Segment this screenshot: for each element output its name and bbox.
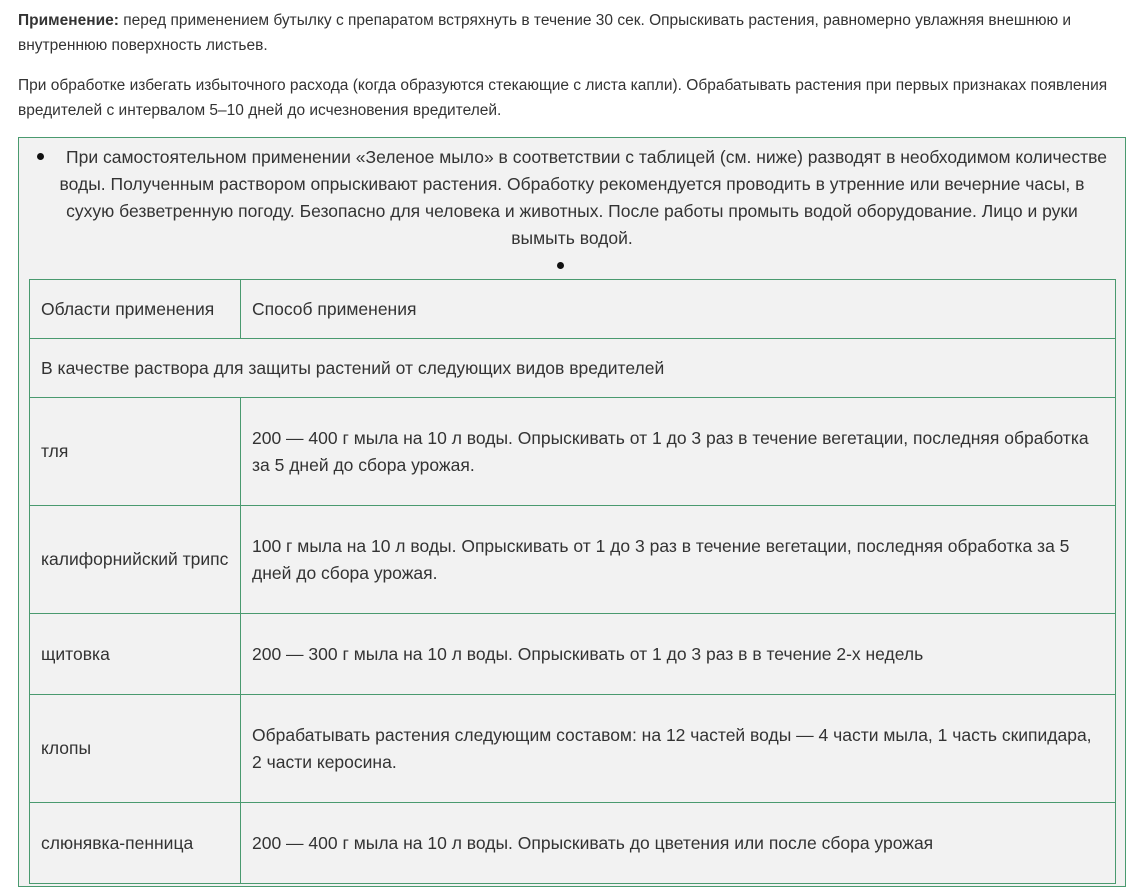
intro-paragraph-caution: При обработке избегать избыточного расхода (когда образуются стекающие с листа капли). Обрабатывать растения при первых признаках появления вредителей с интервалом 5–10 дней до исчезновения вредителей. [18,77,1108,119]
section-title: В качестве раствора для защиты растений от следующих видов вредителей [30,339,1116,398]
header-method: Способ применения [241,280,1116,339]
usage-label: Применение: [18,12,119,29]
pest-method: 200 — 400 г мыла на 10 л воды. Опрыскивать до цветения или после сбора урожая [241,803,1116,884]
table-row [30,803,1116,884]
pest-name: слюнявка-пенница [30,803,241,884]
pest-method: 200 — 400 г мыла на 10 л воды. Опрыскивать от 1 до 3 раз в течение вегетации, последняя обработка за 5 дней до сбора урожая. [241,398,1116,506]
bullet-item [37,144,1107,252]
table-row [30,506,1116,614]
header-area: Области применения [30,280,241,339]
pest-method: Обрабатывать растения следующим составом: на 12 частей воды — 4 части мыла, 1 часть скипидара, 2 части керосина. [241,695,1116,803]
empty-bullet-dot-icon [557,262,564,269]
pest-method: 100 г мыла на 10 л воды. Опрыскивать от 1 до 3 раз в течение вегетации, последняя обработка за 5 дней до сбора урожая. [241,506,1116,614]
table-header-row [30,280,1116,339]
pest-name: калифорнийский трипс [30,506,241,614]
table-section-row [30,339,1116,398]
table-row [30,398,1116,506]
bullet-dot-icon [37,153,44,160]
pest-name: тля [30,398,241,506]
usage-text: перед применением бутылку с препаратом встряхнуть в течение 30 сек. Опрыскивать растения, равномерно увлажняя внешнюю и внутреннюю поверхность листьев. [18,12,1072,54]
pest-method: 200 — 300 г мыла на 10 л воды. Опрыскивать от 1 до 3 раз в в течение 2-х недель [241,614,1116,695]
bullet-item-text: При самостоятельном применении «Зеленое мыло» в соответствии с таблицей (см. ниже) разводят в необходимом количестве воды. Полученным раствором опрыскивают растения. Обработку рекомендуется проводить в утренние или вечерние часы, в сухую безветренную погоду. Безопасно для человека и животных. После работы промыть водой оборудование. Лицо и руки вымыть водой. [59,147,1107,248]
instructions-box [18,137,1126,887]
pest-name: клопы [30,695,241,803]
intro-paragraph-usage [18,8,1136,58]
usage-table [29,279,1116,884]
pest-name: щитовка [30,614,241,695]
table-row [30,614,1116,695]
table-row [30,695,1116,803]
